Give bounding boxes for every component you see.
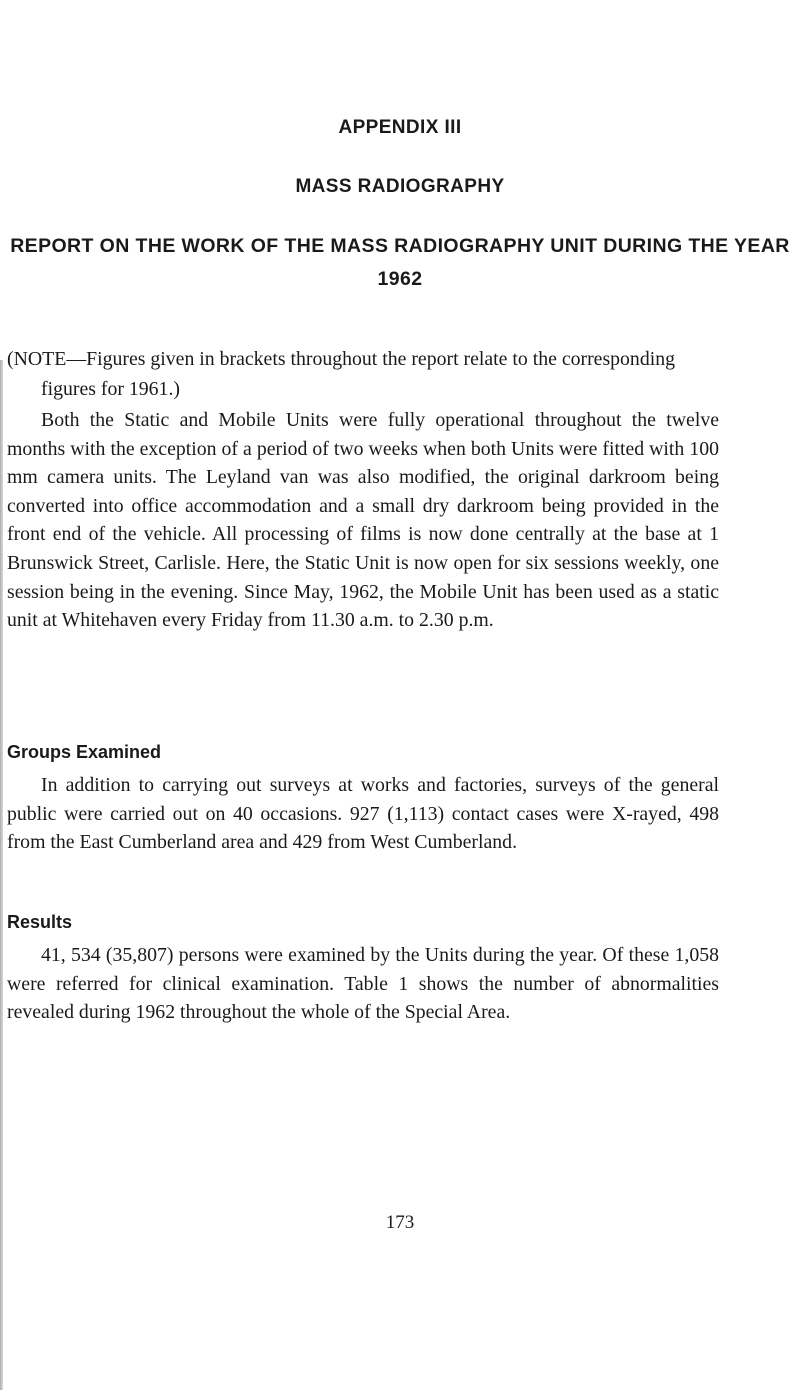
results-text: 41, 534 (35,807) persons were examined by the Units during the year. Of these 1,058 were referred for clinical examination. Table 1 shows the number of abnormalities revealed during 1962 throughout the whole of the Special Area. bbox=[7, 944, 719, 1024]
results-heading: Results bbox=[7, 912, 73, 932]
appendix-title: APPENDIX III bbox=[338, 117, 462, 138]
groups-paragraph bbox=[7, 771, 719, 857]
groups-examined-heading: Groups Examined bbox=[7, 742, 162, 762]
section-title: MASS RADIOGRAPHY bbox=[295, 176, 505, 197]
results-paragraph bbox=[7, 941, 719, 1027]
binding-shadow bbox=[0, 360, 3, 1390]
groups-text: In addition to carrying out surveys at works and factories, surveys of the general public were carried out on 40 occasions. 927 (1,113) contact cases were X-rayed, 498 from the East Cumberland area and 429 from West Cumberland. bbox=[7, 774, 719, 854]
page-number: 173 bbox=[385, 1212, 415, 1233]
operations-text: Both the Static and Mobile Units were fully operational throughout the twelve months with the exception of a period of two weeks when both Units were fitted with 100 mm camera units. The Leyland van was also modified, the original darkroom being converted into office accommodation and a small dry darkroom being provided in the front end of the vehicle. All processing of films is now done centrally at the base at 1 Brunswick Street, Carlisle. Here, the Static Unit is now open for six sessions weekly, one session being in the evening. Since May, 1962, the Mobile Unit has been used as a static unit at Whitehaven every Friday from 11.30 a.m. to 2.30 p.m. bbox=[7, 409, 719, 632]
operations-paragraph bbox=[7, 406, 719, 635]
note-paragraph: (NOTE—Figures given in brackets throughout the report relate to the corresponding figures for 1961.) bbox=[7, 348, 675, 400]
report-title: REPORT ON THE WORK OF THE MASS RADIOGRAPHY UNIT DURING THE YEAR 1962 bbox=[10, 235, 790, 290]
